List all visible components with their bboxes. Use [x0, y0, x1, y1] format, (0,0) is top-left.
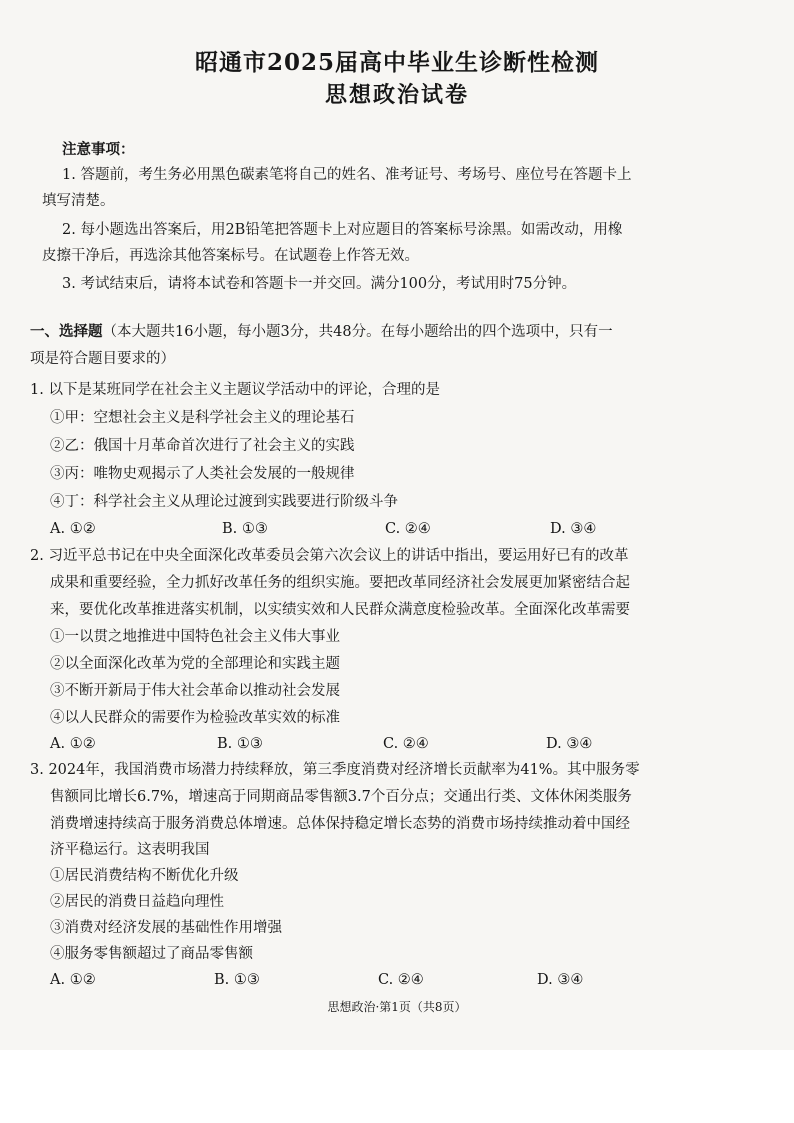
question-3-stem: 售额同比增长6.7%，增速高于同期商品零售额3.7个百分点；交通出行类、文体休闲类服务 — [50, 789, 632, 805]
question-2-option-d: D. ③④ — [546, 736, 593, 752]
question-3-item: ④服务零售额超过了商品零售额 — [50, 946, 253, 962]
question-1-item: ①甲：空想社会主义是科学社会主义的理论基石 — [50, 410, 355, 426]
question-3-option-b: B. ①③ — [214, 972, 260, 988]
question-3-stem: 消费增速持续高于服务消费总体增速。总体保持稳定增长态势的消费市场持续推动着中国经 — [50, 816, 630, 832]
question-3-stem: 3. 2024年，我国消费市场潜力持续释放，第三季度消费对经济增长贡献率为41%。其中服务零 — [30, 762, 640, 778]
question-3-item: ②居民的消费日益趋向理性 — [50, 894, 224, 910]
question-3-option-d: D. ③④ — [537, 972, 584, 988]
question-1-option-d: D. ③④ — [550, 521, 597, 537]
question-2-option-b: B. ①③ — [217, 736, 263, 752]
question-2-item: ③不断开新局于伟大社会革命以推动社会发展 — [50, 683, 340, 699]
question-2-stem: 2. 习近平总书记在中央全面深化改革委员会第六次会议上的讲话中指出，要运用好已有的改革 — [30, 548, 629, 564]
notice-line: 填写清楚。 — [42, 193, 115, 209]
section-title: 一、选择题 — [30, 323, 103, 340]
question-1-item: ④丁：科学社会主义从理论过渡到实践要进行阶级斗争 — [50, 494, 398, 510]
notice-line: 3. 考试结束后，请将本试卷和答题卡一并交回。满分100分，考试用时75分钟。 — [62, 276, 577, 292]
exam-subtitle: 思想政治试卷 — [324, 82, 469, 108]
question-1-item: ②乙：俄国十月革命首次进行了社会主义的实践 — [50, 438, 355, 454]
question-2-item: ②以全面深化改革为党的全部理论和实践主题 — [50, 656, 340, 672]
question-3-item: ①居民消费结构不断优化升级 — [50, 868, 239, 884]
question-3-option-a: A. ①② — [50, 972, 96, 988]
question-3-item: ③消费对经济发展的基础性作用增强 — [50, 920, 282, 936]
question-3-stem: 济平稳运行。这表明我国 — [50, 842, 210, 858]
section-desc-cont: 项是符合题目要求的） — [30, 351, 175, 367]
question-3-option-c: C. ②④ — [378, 972, 424, 988]
question-2-stem: 成果和重要经验，全力抓好改革任务的组织实施。要把改革同经济社会发展更加紧密结合起 — [50, 575, 630, 591]
question-1-option-b: B. ①③ — [222, 521, 268, 537]
notice-line: 1. 答题前，考生务必用黑色碳素笔将自己的姓名、准考证号、考场号、座位号在答题卡上 — [62, 167, 632, 183]
question-1-stem: 1. 以下是某班同学在社会主义主题议学活动中的评论，合理的是 — [30, 382, 440, 398]
question-1-option-c: C. ②④ — [385, 521, 431, 537]
notice-heading: 注意事项： — [62, 141, 135, 158]
question-1-option-a: A. ①② — [50, 521, 96, 537]
question-2-option-c: C. ②④ — [383, 736, 429, 752]
section-desc: （本大题共16小题，每小题3分，共48分。在每小题给出的四个选项中，只有一 — [102, 324, 613, 340]
question-1-item: ③丙：唯物史观揭示了人类社会发展的一般规律 — [50, 466, 355, 482]
page-footer: 思想政治·第1页（共8页） — [327, 1000, 467, 1014]
question-2-item: ④以人民群众的需要作为检验改革实效的标准 — [50, 710, 340, 726]
question-2-item: ①一以贯之地推进中国特色社会主义伟大事业 — [50, 629, 340, 645]
question-2-stem: 来，要优化改革推进落实机制，以实绩实效和人民群众满意度检验改革。全面深化改革需要 — [50, 602, 630, 618]
exam-title: 昭通市2025届高中毕业生诊断性检测 — [194, 49, 599, 76]
notice-line: 2. 每小题选出答案后，用2B铅笔把答题卡上对应题目的答案标号涂黑。如需改动，用橡 — [62, 222, 623, 238]
question-2-option-a: A. ①② — [50, 736, 96, 752]
notice-line: 皮擦干净后，再选涂其他答案标号。在试题卷上作答无效。 — [42, 248, 419, 264]
section-heading — [30, 322, 613, 342]
